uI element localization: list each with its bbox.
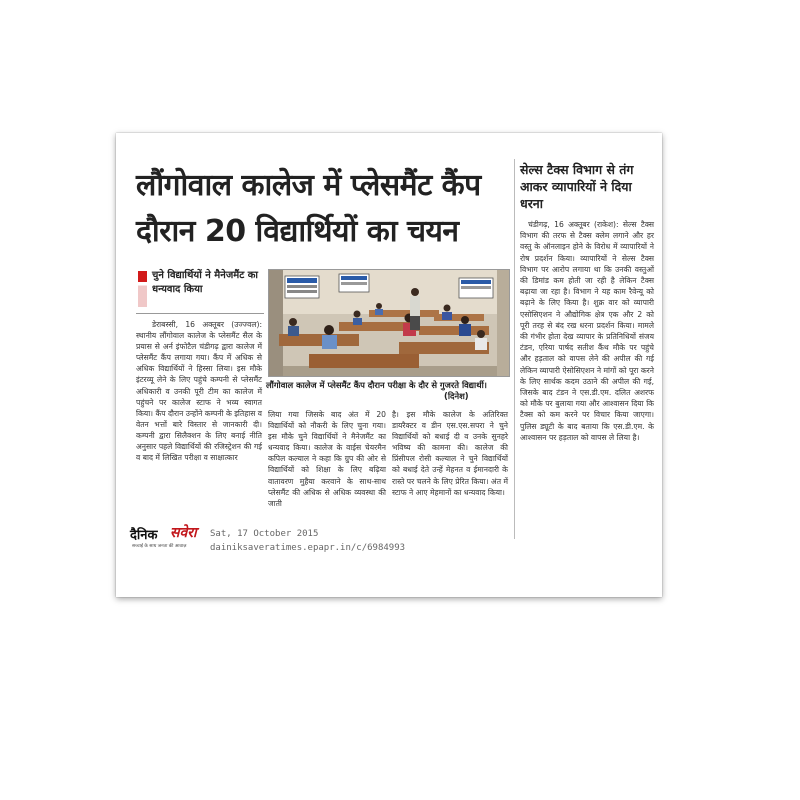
side-article-text: चंडीगढ़, 16 अक्तूबर (राकेश): सेल्स टैक्स विभाग की तरफ से टैक्स क्लेम लगाने और हर वस्तु के ऑनलाइन होने के विरोध में व्यापारियों ने रोष प्रदर्शन किया। व्यापारियों ने सेल्स टैक्स विभाग पर आरोप लगाया था कि उनकी वस्तुओं की डिमांड कम होती जा रही है लेकिन टैक्स बढ़ाया जा रहा है। विभाग ने यह काम रैवेन्यू को बढ़ाने के लिए किया है। शुक्र वार को व्यापारी एसोसिएशन ने औद्योगिक क्षेत्र एक और 2 को पूरी तरह से बंद रख धरना प्रदर्शन किया। मामले की गंभीर होता देख व्यापार के प्रतिनिधियों संजय टंडन, एरिया पार्षद सतीश कैंथ मौके पर पहुंचे और हड़ताल को वापस लेने की अपील की गई लेकिन व्यापारी ऐसोसिएशन ने मांगों को पूरा करने के लिए सार्थक कदम उठाने की अपील की गई, जिसके बाद टंडन ने एस.डी.एम. दलित अशरफ को मौके पर बुलाया गया और आश्वासन दिया कि टैक्स को कम करने पर विचार किया जाएगा। पुलिस ड्यूटी के बाद बताया कि एस.डी.एम. के आश्वासन पर हड़ताल को वापस ले लिया है। — [520, 220, 654, 442]
photo-credit: (दिनेश) — [444, 391, 469, 401]
classroom-exam-photo — [269, 270, 509, 376]
subheadline: चुने विद्यार्थियों ने मैनेजमैंट का धन्यवाद किया — [152, 270, 259, 295]
newspaper-clipping — [116, 133, 662, 597]
article-column-3 — [392, 409, 508, 498]
logo-word-1: दैनिक — [130, 528, 158, 543]
article-column-2-text: लिया गया जिसके बाद अंत में 20 विद्यार्थियों को नौकरी के लिए चुना गया। इस मौके चुने विद्यार्थियों ने मैनेजमैंट का धन्यवाद किया। कालेज के वाईस चेयरमैन कपिल कल्याल ने कहा कि ग्रुप की ओर से विद्यार्थियों को शिक्षा के लिए बढ़िया वातावरण मुहैया करवाने के साथ-साथ प्लेसमैंट की अधिक से अधिक व्यवस्था की जाती — [268, 410, 386, 508]
headline-line-1: लौंगोवाल कालेज में प्लेसमैंट कैंप — [136, 168, 481, 203]
headline-line-2: दौरान 20 विद्यार्थियों का चयन — [136, 214, 459, 249]
side-article-headline: सेल्स टैक्स विभाग से तंग आकर व्यापारियों ने दिया धरना — [520, 162, 634, 211]
subheadline-box — [138, 269, 264, 311]
subheadline-marker-icon — [138, 271, 147, 307]
newspaper-logo — [130, 525, 206, 547]
article-column-2 — [268, 409, 386, 509]
epaper-url[interactable]: dainiksaveratimes.epapr.in/c/6984993 — [210, 543, 406, 553]
logo-word-2: सवेरा — [170, 525, 197, 541]
edition-date: Sat, 17 October 2015 — [210, 529, 319, 539]
article-photo — [268, 269, 510, 377]
photo-caption: लौंगोवाल कालेज में प्लेसमैंट कैंप दौरान परीक्षा के दौर से गुजरते विद्यार्थी। — [266, 380, 487, 390]
side-article-body — [520, 219, 654, 443]
article-headline — [136, 163, 508, 255]
article-column-1-text: डेराबस्सी, 16 अक्तूबर (उज्ज्वल): स्थानीय लौंगोवाल कालेज के प्लेसमैंट सैल के प्रयास से अर्न इंफोटैल चंडीगढ़ द्वारा कालेज में प्लेसमैंट कैंप लगाया गया। कैंप में अधिक से अधिक विद्यार्थियों ने हिस्सा लिया। इस मौके इंटरव्यू लेने के लिए पहुंचे कम्पनी से प्लेसमैंट अधिकारी व उनकी पूरी टीम का कालेज में पहुंचने पर कालेज स्टाफ ने भव्य स्वागत किया। कैंप दौरान उन्होंने कम्पनी के इतिहास व वेतन भत्तों बारे विस्तार से जानकारी दी। कम्पनी द्वारा सिलैक्शन के लिए बनाई नीति अनुसार पहले विद्यार्थियों की रजिस्ट्रेशन की गई व बाद में लिखित परीक्षा व साक्षात्कार — [136, 320, 262, 463]
column-divider — [514, 159, 515, 539]
article-column-1 — [136, 319, 262, 463]
subheadline-divider — [136, 313, 264, 314]
logo-tagline: सच्चाई के साथ जनता की आवाज़ — [132, 544, 187, 549]
article-column-3-text: है। इस मौके कालेज के अतिरिक्त डायरैक्टर व डीन एस.एस.सपरा ने चुने विद्यार्थियों को बधाई दी व उनके सुनहरे भविष्य की कामना की। कालेज की प्रिंसीपल रोसी कल्याल ने चुने विद्यार्थियों को बधाई देते उन्हें मेहनत व ईमानदारी के रास्ते पर चलने के लिए प्रेरित किया। अंत में स्टाफ ने आए मेहमानों का धन्यवाद किया। — [392, 410, 508, 497]
